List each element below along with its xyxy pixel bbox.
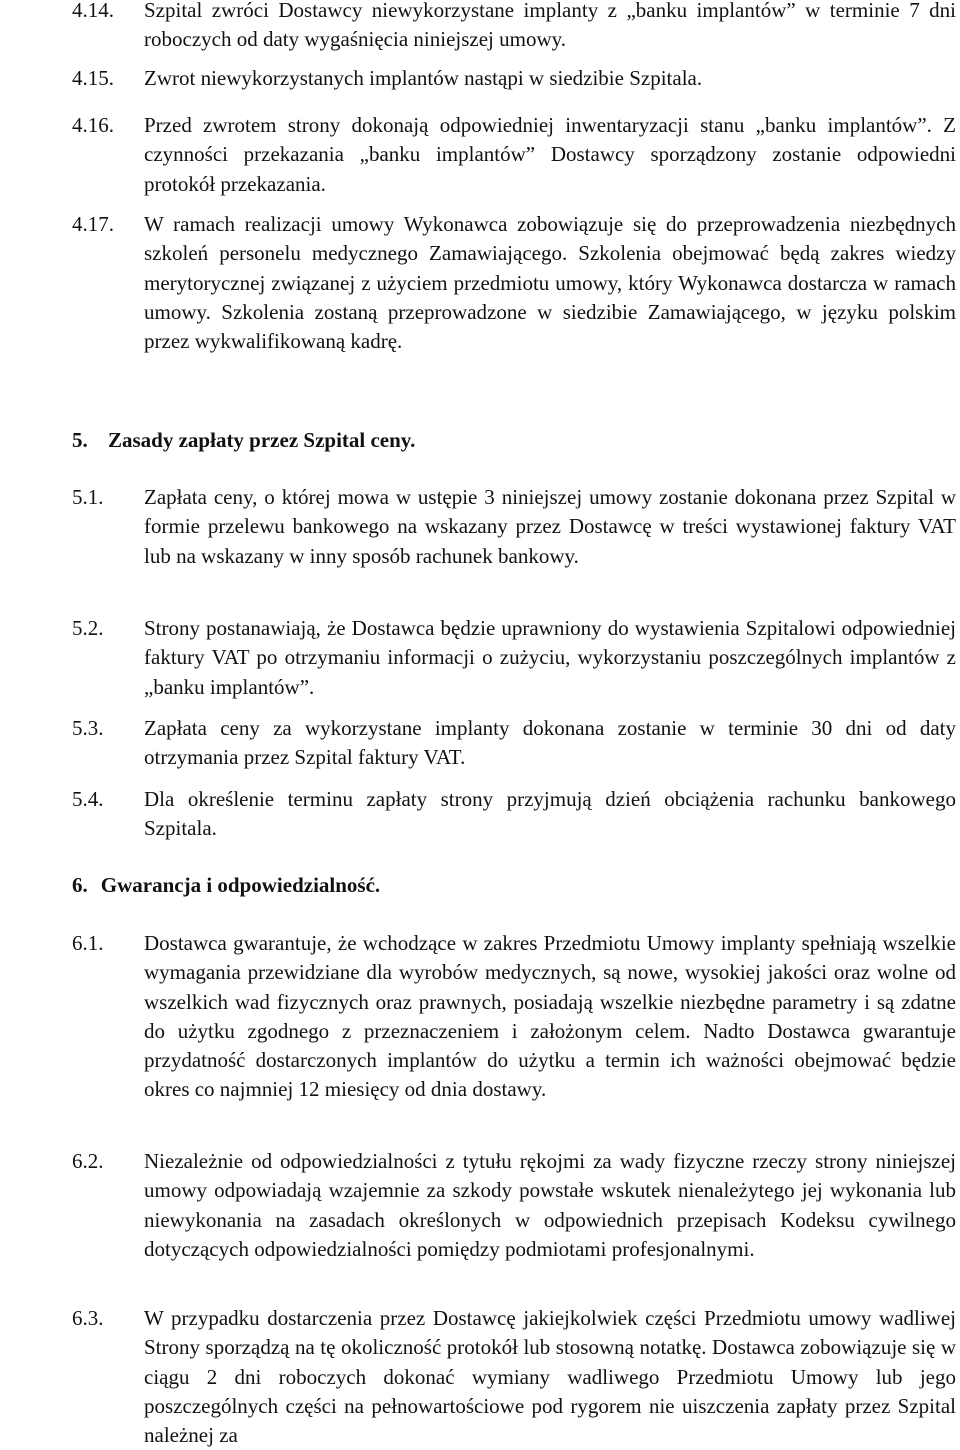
clause-text: Szpital zwróci Dostawcy niewykorzystane implanty z „banku implantów” w terminie 7 dni roboczych od daty wygaśnięcia niniejszej umowy. (144, 0, 956, 52)
clause-number: 4.16. (72, 113, 114, 137)
clause-number: 5.2. (72, 616, 104, 640)
clause-4-14 (72, 0, 956, 55)
clause-5-4 (72, 785, 956, 844)
clause-number: 4.15. (72, 66, 114, 90)
section-5-heading: 5. Zasady zapłaty przez Szpital ceny. (72, 428, 416, 452)
clause-6-3 (72, 1304, 956, 1450)
clause-text: Strony postanawiają, że Dostawca będzie uprawniony do wystawienia Szpitalowi odpowiedniej faktury VAT po otrzymaniu informacji o zużyciu, wykorzystaniu poszczególnych implantów z „banku implantów”. (144, 616, 956, 699)
clause-4-17 (72, 210, 956, 356)
clause-4-15 (72, 64, 956, 93)
clause-4-16 (72, 111, 956, 199)
section-title: Gwarancja i odpowiedzialność. (100, 873, 381, 897)
clause-text: Dla określenie terminu zapłaty strony przyjmują dzień obciążenia rachunku bankowego Szpitala. (144, 787, 956, 841)
clause-text: W ramach realizacji umowy Wykonawca zobowiązuje się do przeprowadzenia niezbędnych szkoleń personelu medycznego Zamawiającego. Szkolenia obejmować będą zakres wiedzy merytorycznej związanej z użyciem przedmiotu umowy, który Wykonawca dostarcza w ramach umowy. Szkolenia zostaną przeprowadzone w siedzibie Zamawiającego, w języku polskim przez wykwalifikowaną kadrę. (144, 212, 956, 354)
section-title: Zasady zapłaty przez Szpital ceny. (108, 428, 416, 452)
clause-text: Zapłata ceny za wykorzystane implanty dokonana zostanie w terminie 30 dni od daty otrzymania przez Szpital faktury VAT. (144, 716, 956, 770)
section-number: 6. (72, 873, 88, 897)
clause-text: Zwrot niewykorzystanych implantów nastąpi w siedzibie Szpitala. (144, 66, 703, 90)
clause-number: 4.17. (72, 212, 114, 236)
clause-5-1 (72, 483, 956, 571)
clause-5-3 (72, 714, 956, 773)
clause-number: 5.1. (72, 485, 104, 509)
clause-number: 4.14. (72, 0, 114, 22)
clause-text: Niezależnie od odpowiedzialności z tytułu rękojmi za wady fizyczne rzeczy strony niniejszej umowy odpowiadają wzajemnie za szkody powstałe wskutek nienależytego jej wykonania lub niewykonania na zasadach określonych w odpowiednich przepisach Kodeksu cywilnego dotyczących odpowiedzialności pomiędzy podmiotami profesjonalnymi. (144, 1149, 956, 1261)
clause-text: Przed zwrotem strony dokonają odpowiedniej inwentaryzacji stanu „banku implantów”. Z czynności przekazania „banku implantów” Dostawcy sporządzony zostanie odpowiedni protokół przekazania. (144, 113, 956, 196)
clause-number: 5.3. (72, 716, 104, 740)
clause-6-2 (72, 1147, 956, 1264)
clause-number: 6.1. (72, 931, 104, 955)
clause-text: Dostawca gwarantuje, że wchodzące w zakres Przedmiotu Umowy implanty spełniają wszelkie wymagania przewidziane dla wyrobów medycznych, są nowe, wysokiej jakości oraz wolne od wszelkich wad fizycznych oraz prawnych, posiadają wszelkie niezbędne parametry i są zdatne do użytku zgodnego z przeznaczeniem i założonym celem. Nadto Dostawca gwarantuje przydatność dostarczonych implantów do użytku a termin ich ważności obejmować będzie okres co najmniej 12 miesięcy od dnia dostawy. (144, 931, 956, 1102)
clause-5-2 (72, 614, 956, 702)
clause-text: Zapłata ceny, o której mowa w ustępie 3 niniejszej umowy zostanie dokonana przez Szpital w formie przelewu bankowego na wskazany przez Dostawcę w treści wystawionej faktury VAT lub na wskazany w inny sposób rachunek bankowy. (144, 485, 956, 568)
clause-number: 6.3. (72, 1306, 104, 1330)
clause-6-1 (72, 929, 956, 1105)
section-6-heading (72, 871, 380, 900)
clause-number: 5.4. (72, 787, 104, 811)
clause-text: W przypadku dostarczenia przez Dostawcę jakiejkolwiek części Przedmiotu umowy wadliwej Strony sporządzą na tę okoliczność protokół lub stosowną notatkę. Dostawca zobowiązuje się w ciągu 2 dni roboczych dokonać wymiany wadliwego Przedmiotu Umowy lub jego poszczególnych części na pełnowartościowe pod rygorem nie uiszczenia zapłaty przez Szpital należnej za (144, 1306, 956, 1448)
clause-number: 6.2. (72, 1149, 104, 1173)
